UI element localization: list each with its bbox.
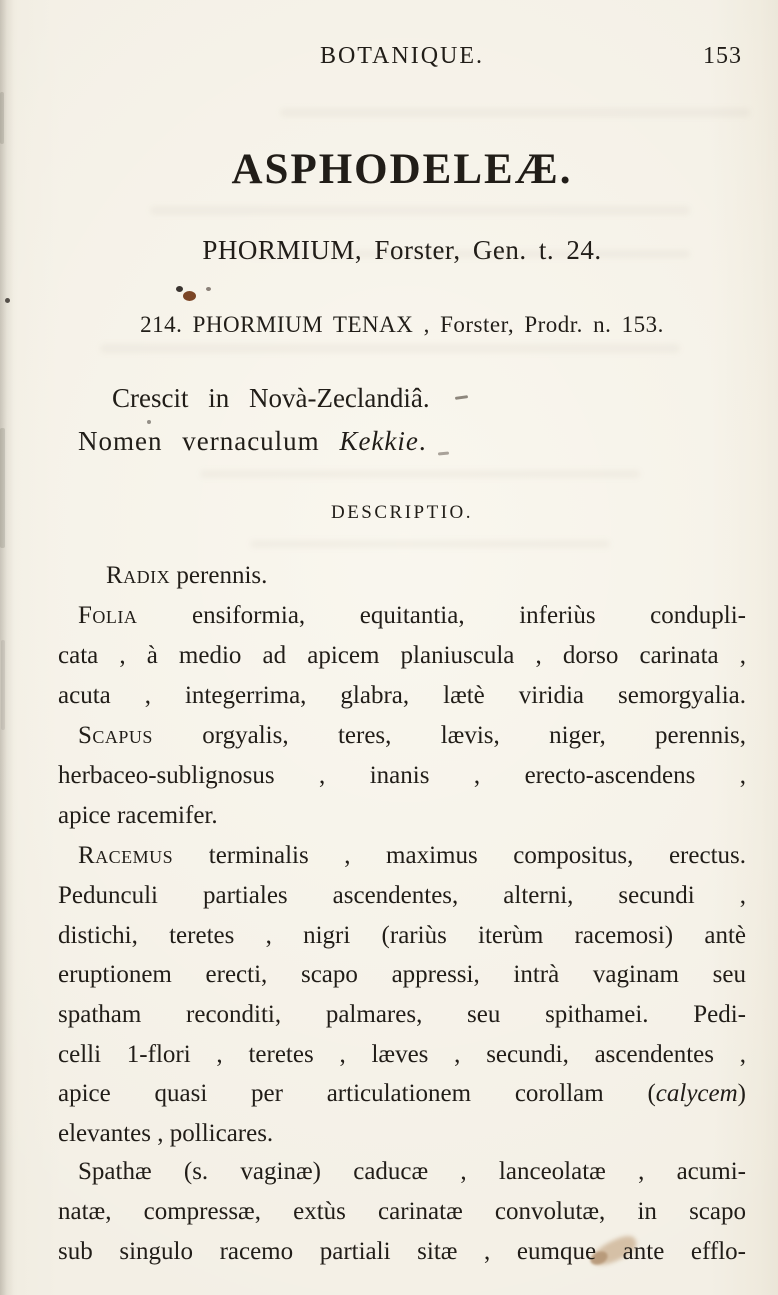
radix-lead: Radix bbox=[106, 562, 171, 589]
folia-l1-rest: ensiformia, equitantia, inferiùs condupli- bbox=[137, 602, 746, 629]
line-scapus-3: apice racemifer. bbox=[58, 802, 218, 829]
genus-heading: PHORMIUM, Forster, Gen. t. 24. bbox=[202, 235, 602, 265]
running-head: BOTANIQUE. bbox=[319, 43, 485, 69]
vernacular-line bbox=[78, 422, 427, 460]
line-spathae-2: natæ, compressæ, extùs carinatæ convolutæ, in scapo bbox=[58, 1198, 746, 1225]
line-racemus-3: distichi, teretes , nigri (rariùs iterùm racemosi) antè bbox=[58, 922, 746, 949]
page-edge-mark bbox=[0, 428, 5, 548]
bleedthrough-streak bbox=[200, 470, 640, 478]
bleedthrough-streak bbox=[100, 344, 680, 353]
radix-rest: perennis. bbox=[170, 562, 268, 589]
racemus-lead: Racemus bbox=[78, 842, 174, 869]
line-racemus-2: Pedunculi partiales ascendentes, alterni, secundi , bbox=[58, 882, 746, 909]
racemus-l7-pre: apice quasi per articulationem corollam ( bbox=[58, 1080, 656, 1107]
line-racemus-8: elevantes , pollicares. bbox=[58, 1120, 274, 1147]
vernacular-name: Kekkie bbox=[339, 426, 419, 456]
habitat-line: Crescit in Novà-Zeclandiâ. bbox=[112, 383, 430, 413]
ink-blot bbox=[183, 291, 196, 301]
line-scapus-1 bbox=[58, 716, 746, 756]
scapus-l1-rest: orgyalis, teres, lævis, niger, perennis, bbox=[152, 722, 746, 749]
racemus-l1-rest: terminalis , maximus compositus, erectus. bbox=[173, 842, 746, 869]
species-heading: 214. PHORMIUM TENAX , Forster, Prodr. n. 153. bbox=[140, 312, 664, 337]
line-racemus-4: eruptionem erecti, scapo appressi, intrà vaginam seu bbox=[58, 961, 746, 988]
page-number: 153 bbox=[703, 43, 742, 69]
vernacular-suffix: . bbox=[418, 426, 427, 456]
racemus-l7-calycem: calycem bbox=[655, 1080, 738, 1107]
bleedthrough-streak bbox=[150, 206, 690, 215]
family-title: ASPHODELEÆ. bbox=[231, 146, 573, 193]
line-spathae-3: sub singulo racemo partiali sitæ , eumque ante efflo- bbox=[58, 1238, 746, 1265]
line-spathae-1: Spathæ (s. vaginæ) caducæ , lanceolatæ , acumi- bbox=[78, 1158, 746, 1185]
stray-dash-mark bbox=[438, 452, 449, 456]
folia-lead: Folia bbox=[78, 602, 138, 629]
bleedthrough-streak bbox=[280, 108, 750, 117]
page-edge-mark bbox=[0, 92, 4, 144]
line-folia-3: acuta , integerrima, glabra, lætè viridia semorgyalia. bbox=[58, 682, 746, 709]
bleedthrough-streak bbox=[250, 540, 610, 548]
ink-blot-dot bbox=[206, 287, 211, 291]
line-folia-2: cata , à medio ad apicem planiuscula , dorso carinata , bbox=[58, 642, 746, 669]
vernacular-prefix: Nomen vernaculum bbox=[78, 426, 340, 456]
margin-speck bbox=[5, 298, 10, 303]
ink-blot-dot bbox=[176, 286, 183, 292]
line-racemus-6: celli 1-flori , teretes , læves , secundi, ascendentes , bbox=[58, 1041, 746, 1068]
page-edge-mark bbox=[1, 640, 5, 730]
section-title-descriptio: DESCRIPTIO. bbox=[330, 502, 474, 523]
scapus-lead: Scapus bbox=[78, 722, 153, 749]
stray-dash-mark bbox=[455, 395, 468, 400]
line-folia-1 bbox=[58, 596, 746, 636]
racemus-l7-post: ) bbox=[737, 1080, 746, 1107]
line-scapus-2: herbaceo-sublignosus , inanis , erecto-ascendens , bbox=[58, 762, 746, 789]
line-racemus-5: spatham reconditi, palmares, seu spithamei. Pedi- bbox=[58, 1001, 746, 1028]
line-radix bbox=[58, 556, 746, 596]
line-racemus-1 bbox=[58, 836, 746, 876]
line-racemus-7 bbox=[58, 1074, 746, 1114]
